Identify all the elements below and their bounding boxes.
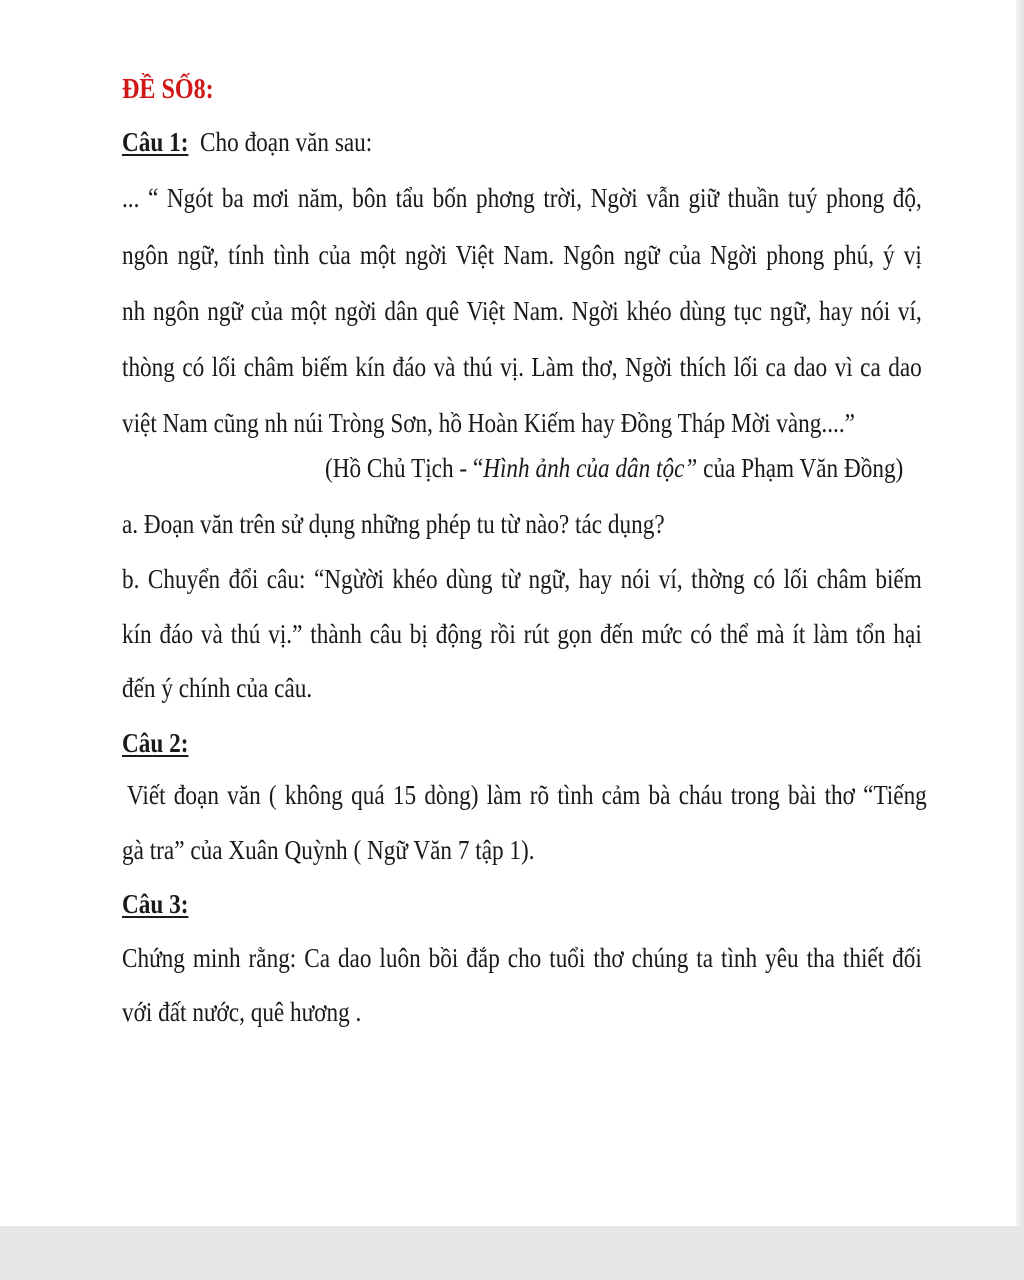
question-1-part-b-line: đến ý chính của câu. [122,673,313,703]
question-2-line: Viết đoạn văn ( không quá 15 dòng) làm rõ tình cảm bà cháu trong bài thơ “Tiếng [127,780,927,810]
passage-line: ... “ Ngót ba mơi năm, bôn tẩu bốn phơng trời, Ngời vẫn giữ thuần tuý phong độ, [122,183,922,213]
citation-title: Hình ảnh của dân tộc” [483,453,698,483]
passage-line: nh ngôn ngữ của một ngời dân quê Việt Nam. Ngời khéo dùng tục ngữ, hay nói ví, [122,296,922,326]
question-1-header-line [122,124,810,160]
passage-line: việt Nam cũng nh núi Tròng Sơn, hồ Hoàn Kiếm hay Đồng Tháp Mời vàng....” [122,408,855,438]
citation-prefix: (Hồ Chủ Tịch - “ [325,453,484,483]
exam-title: ĐỀ SỐ8: [122,74,214,105]
question-3-heading: Câu 3: [122,889,189,919]
question-1-intro: Cho đoạn văn sau: [200,127,373,157]
page-edge-shadow [1016,0,1024,1226]
passage-citation [325,450,918,486]
question-2-heading: Câu 2: [122,728,189,758]
question-1-part-b-line: b. Chuyển đổi câu: “Ngừời khéo dùng từ ngữ, hay nói ví, thờng có lối châm biếm [122,564,922,594]
question-3-line: Chứng minh rằng: Ca dao luôn bồi đắp cho tuổi thơ chúng ta tình yêu tha thiết đối [122,943,922,973]
question-1-part-a: a. Đoạn văn trên sử dụng những phép tu từ nào? tác dụng? [122,509,665,539]
question-1-heading: Câu 1: [122,127,189,157]
bottom-margin-strip [0,1226,1024,1280]
question-2-line: gà tra” của Xuân Quỳnh ( Ngữ Văn 7 tập 1). [122,835,535,865]
question-3-line: với đất nước, quê hương . [122,997,362,1027]
passage-line: ngôn ngữ, tính tình của một ngời Việt Nam. Ngôn ngữ của Ngời phong phú, ý vị [122,240,922,270]
passage-line: thòng có lối châm biếm kín đáo và thú vị. Làm thơ, Ngời thích lối ca dao vì ca dao [122,352,922,382]
question-1-part-b-line: kín đáo và thú vị.” thành câu bị động rồi rút gọn đến mức có thể mà ít làm tổn hại [122,619,922,649]
citation-suffix: của Phạm Văn Đồng) [697,453,904,483]
